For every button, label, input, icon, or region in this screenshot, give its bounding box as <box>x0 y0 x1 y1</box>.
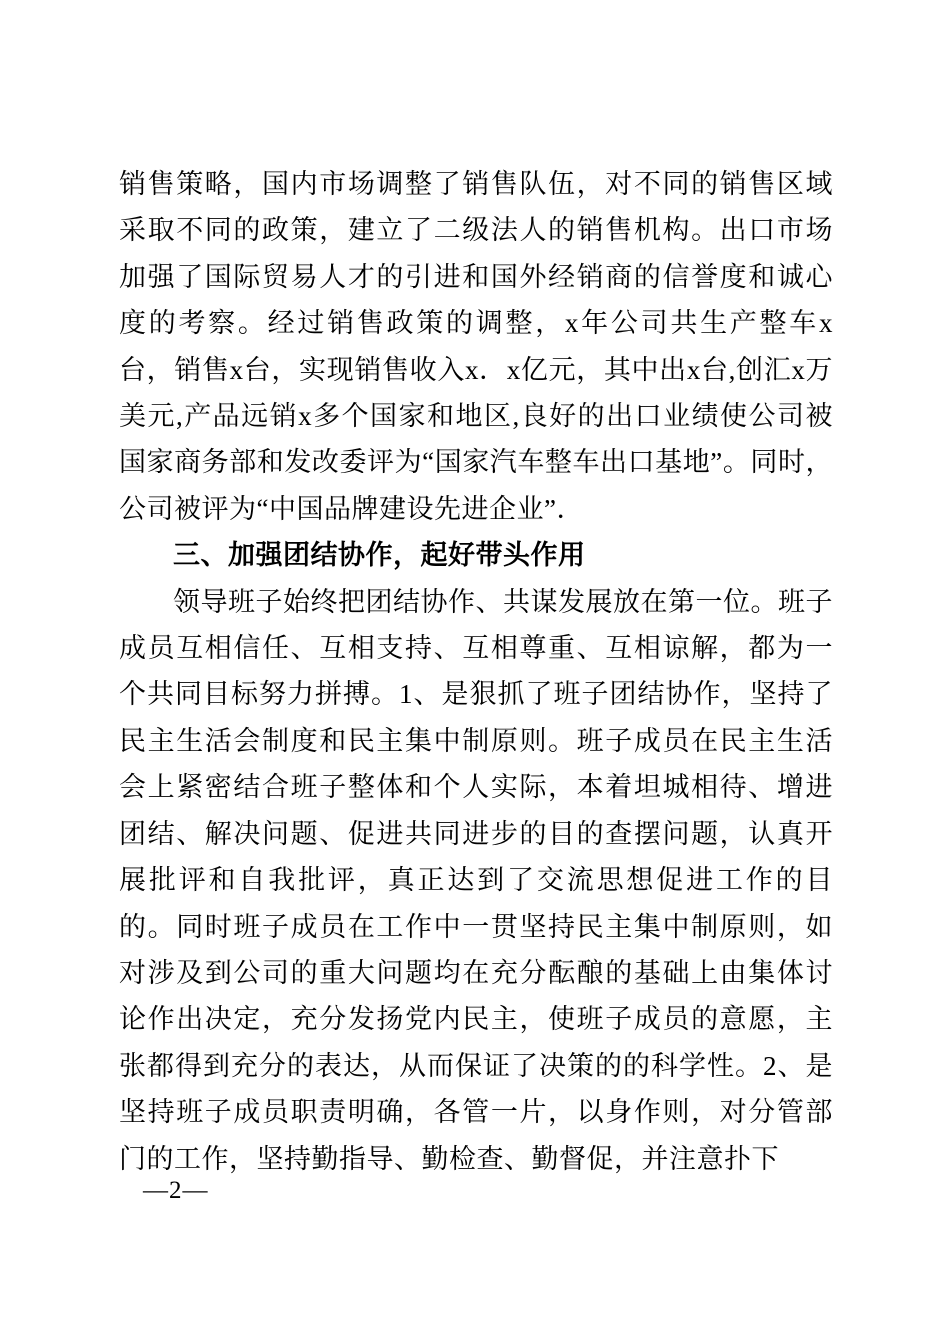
paragraph-sales-strategy: 销售策略，国内市场调整了销售队伍，对不同的销售区域采取不同的政策，建立了二级法人的销售机构。出口市场加强了国际贸易人才的引进和国外经销商的信誉度和诚心度的考察。经过销售政策的调整，x年公司共生产整车x台，销售x台，实现销售收入x．x亿元，其中出x台,创汇x万美元,产品远销x多个国家和地区,良好的出口业绩使公司被国家商务部和发改委评为“国家汽车整车出口基地”。同时，公司被评为“中国品牌建设先进企业”． <box>119 169 833 524</box>
document-content <box>119 161 833 1182</box>
paragraph-team-unity: 领导班子始终把团结协作、共谋发展放在第一位。班子成员互相信任、互相支持、互相尊重、互相谅解，都为一个共同目标努力拼搏。1、是狠抓了班子团结协作，坚持了民主生活会制度和民主集中制原则。班子成员在民主生活会上紧密结合班子整体和个人实际，本着坦城相待、增进团结、解决问题、促进共同进步的目的查摆问题，认真开展批评和自我批评，真正达到了交流思想促进工作的目的。同时班子成员在工作中一贯坚持民主集中制原则，如对涉及到公司的重大问题均在充分酝酿的基础上由集体讨论作出决定，充分发扬党内民主，使班子成员的意愿，主张都得到充分的表达，从而保证了决策的的科学性。2、是坚持班子成员职责明确，各管一片，以身作则，对分管部门的工作，坚持勤指导、勤检查、勤督促，并注意扑下 <box>119 586 833 1174</box>
section-heading: 三、加强团结协作，起好带头作用 <box>173 540 586 571</box>
page-number: —2— <box>143 1177 209 1204</box>
